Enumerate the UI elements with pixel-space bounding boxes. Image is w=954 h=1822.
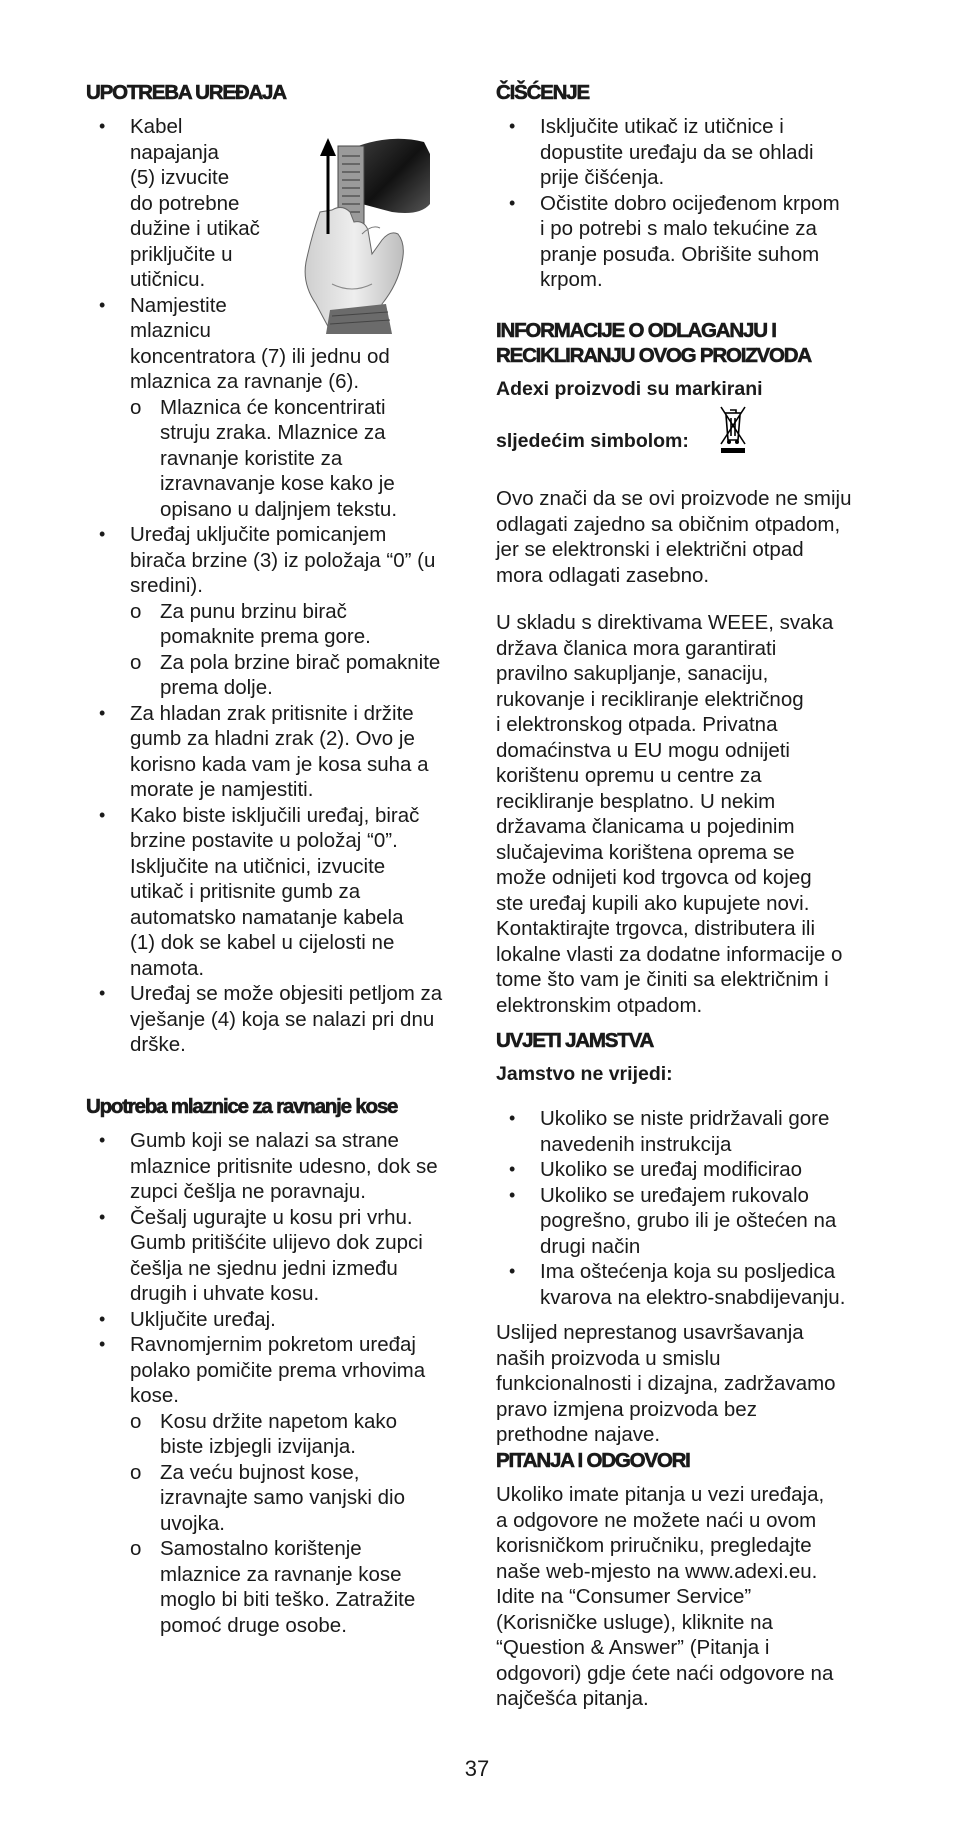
list-item-line: zupci češlja ne poravnaju.	[130, 1180, 366, 1203]
list-item-line: mlaznice za ravnanje kose	[160, 1562, 402, 1586]
list-item-line: navedenih instrukcija	[540, 1132, 732, 1156]
heading-straightener: Upotreba mlaznice za ravnanje kose	[86, 1095, 398, 1118]
list-item-line: Gumb pritišćite ulijevo dok zupci	[130, 1231, 423, 1254]
list-item-line: morate je namjestiti.	[130, 778, 314, 801]
list-item-line: Isključite na utičnici, izvucite	[130, 854, 386, 878]
list-item-line: struju zraka. Mlaznice za	[160, 421, 386, 444]
bullet-marker: •	[509, 192, 516, 213]
paragraph-line: jer se elektronski i električni otpad	[496, 538, 804, 561]
list-item-line: Samostalno korištenje	[160, 1537, 362, 1560]
list-item	[99, 803, 460, 982]
paragraph-line: domaćinstva u EU mogu odnijeti	[496, 738, 790, 762]
list-item	[99, 1307, 460, 1333]
list-item-line: utikač i pritisnite gumb za	[130, 880, 361, 903]
paragraph-line: odgovori) gdje ćete naći odgovore na	[496, 1661, 834, 1685]
list-item-line: Mlaznica će koncentrirati	[160, 395, 386, 419]
marked-text-line2: sljedećim simbolom:	[496, 430, 689, 452]
list-item-line: pogrešno, grubo ili je oštećen na	[540, 1209, 837, 1232]
list-item-line: Uključite uređaj.	[130, 1307, 276, 1331]
list-item	[509, 1157, 870, 1183]
list-item-line: Gumb koji se nalazi sa strane	[130, 1129, 399, 1152]
list-item-line: Ukoliko se uređaj modificirao	[540, 1158, 803, 1181]
list-item-line: Za punu brzinu birač	[160, 599, 347, 623]
list-item-line: napajanja	[130, 140, 219, 164]
list-item	[99, 1332, 460, 1409]
sub-bullet-marker: o	[130, 599, 142, 623]
list-item	[509, 1106, 870, 1157]
list-item-line: Kosu držite napetom kako	[160, 1409, 398, 1433]
list-item-line: Uređaj uključite pomicanjem	[130, 523, 387, 546]
list-item-line: pranje posuđa. Obrišite suhom	[540, 242, 820, 266]
bullet-marker: •	[99, 804, 106, 825]
bullet-marker: •	[99, 1308, 106, 1329]
heading-cleaning: ČIŠĆENJE	[496, 81, 589, 104]
paragraph-line: elektronskim otpadom.	[496, 993, 703, 1017]
list-item-line: i po potrebi s malo tekućine za	[540, 217, 817, 240]
paragraph-line: lokalne vlasti za dodatne informacije o	[496, 942, 843, 966]
list-item-line: češlja ne sjednu jedni između	[130, 1256, 398, 1280]
warranty-subheading: Jamstvo ne vrijedi:	[496, 1063, 673, 1085]
bullet-marker: •	[509, 1184, 516, 1205]
list-item-line: uvojka.	[160, 1511, 225, 1535]
hand-dryer-illustration	[302, 134, 430, 334]
list-item-line: Namjestite	[130, 293, 227, 317]
bullet-marker: •	[99, 1334, 106, 1354]
paragraph-line: prethodne najave.	[496, 1423, 661, 1446]
paragraph-text	[496, 486, 876, 588]
sub-list-item	[130, 650, 480, 701]
list-item	[99, 981, 460, 1058]
paragraph-line: Ukoliko imate pitanja u vezi uređaja,	[496, 1483, 825, 1506]
paragraph-line: može odnijeti kod trgovca od kojeg	[496, 866, 812, 889]
paragraph-line: odlagati zajedno sa običnim otpadom,	[496, 512, 841, 536]
list-item-line: Ukoliko se niste pridržavali gore	[540, 1107, 830, 1130]
list-item-line: Uređaj se može objesiti petljom za	[130, 982, 443, 1005]
list-item-line: utičnicu.	[130, 268, 206, 291]
list-item-line: krpom.	[540, 268, 603, 291]
list-item-line: mlaznica za ravnanje (6).	[130, 370, 360, 393]
list-item-line: Za pola brzine birač pomaknite	[160, 650, 441, 674]
paragraph-text	[496, 1482, 876, 1712]
paragraph-line: i elektronskog otpada. Privatna	[496, 713, 778, 736]
list-item-line: (5) izvucite	[130, 166, 230, 189]
paragraph-line: državama članicama u pojedinim	[496, 815, 795, 838]
paragraph-line: Ovo znači da se ovi proizvode ne smiju	[496, 487, 852, 510]
sub-list-item	[130, 1536, 480, 1638]
paragraph-line: naših proizvoda u smislu	[496, 1346, 721, 1370]
list-item-line: pomoć druge osobe.	[160, 1613, 347, 1637]
list-item	[509, 1183, 870, 1260]
paragraph-line: korištenu opremu u centre za	[496, 764, 762, 787]
bullet-marker: •	[99, 524, 106, 544]
paragraph-line: korisničkom priručniku, pregledajte	[496, 1534, 812, 1557]
sub-bullet-marker: o	[130, 1460, 142, 1484]
list-item-line: moglo bi biti teško. Zatražite	[160, 1588, 416, 1611]
paragraph-line: Kontaktirajte trgovca, distributera ili	[496, 917, 816, 940]
weee-bin-icon	[720, 404, 746, 456]
paragraph-line: tome što vam je činiti sa električnim i	[496, 968, 829, 991]
list-item-line: Kako biste isključili uređaj, birač	[130, 803, 420, 827]
paragraph-line: Uslijed neprestanog usavršavanja	[496, 1321, 804, 1344]
list-item-line: vješanje (4) koja se nalazi pri dnu	[130, 1007, 435, 1031]
bullet-marker: •	[509, 1261, 516, 1281]
paragraph-line: funkcionalnosti i dizajna, zadržavamo	[496, 1372, 836, 1395]
list-item-line: polako pomičite prema vrhovima	[130, 1358, 426, 1382]
sub-bullet-marker: o	[130, 395, 142, 419]
list-item-line: gumb za hladni zrak (2). Ovo je	[130, 727, 415, 750]
list-item-line: dopustite uređaju da se ohladi	[540, 140, 814, 164]
sub-bullet-marker: o	[130, 1409, 142, 1433]
heading-qa: PITANJA I ODGOVORI	[496, 1449, 690, 1472]
list-item-line: drške.	[130, 1033, 186, 1056]
list-item-line: namota.	[130, 956, 205, 980]
sub-list-item	[130, 395, 480, 523]
list-item-line: priključite u	[130, 242, 233, 266]
sub-bullet-marker: o	[130, 1537, 142, 1560]
list-item	[509, 1259, 870, 1310]
paragraph-line: slučajevima korištena oprema se	[496, 840, 795, 864]
list-item-line: pomaknite prema gore.	[160, 625, 371, 648]
paragraph-line: recikliranje besplatno. U nekim	[496, 789, 776, 813]
list-item-line: biste izbjegli izvijanja.	[160, 1435, 356, 1458]
paragraph-line: rukovanje i recikliranje električnog	[496, 687, 804, 711]
paragraph-line: Idite na “Consumer Service”	[496, 1585, 752, 1608]
list-item-line: izravnavanje kose kako je	[160, 472, 395, 495]
paragraph-line: U skladu s direktivama WEEE, svaka	[496, 611, 834, 634]
list-item-line: birača brzine (3) iz položaja “0” (u	[130, 548, 436, 572]
list-item	[99, 522, 460, 599]
list-item-line: korisno kada vam je kosa suha a	[130, 752, 429, 776]
list-item-line: Ima oštećenja koja su posljedica	[540, 1260, 836, 1283]
heading-disposal-line1: INFORMACIJE O ODLAGANJU I	[496, 319, 776, 342]
list-item-line: Ravnomjernim pokretom uređaj	[130, 1333, 416, 1356]
paragraph-line: država članica mora garantirati	[496, 636, 777, 660]
marked-text-line1: Adexi proizvodi su markirani	[496, 378, 763, 400]
bullet-marker: •	[99, 1206, 106, 1227]
bullet-marker: •	[509, 116, 516, 136]
list-item-line: koncentratora (7) ili jednu od	[130, 344, 390, 368]
paragraph-line: (Korisničke usluge), kliknite na	[496, 1610, 773, 1634]
bullet-marker: •	[99, 1130, 106, 1150]
sub-list-item	[130, 1409, 480, 1460]
paragraph-text	[496, 610, 876, 1018]
list-item-line: do potrebne	[130, 191, 240, 215]
list-item-line: (1) dok se kabel u cijelosti ne	[130, 931, 395, 954]
paragraph-text	[496, 1320, 876, 1448]
list-item-line: brzine postavite u položaj “0”.	[130, 829, 398, 852]
list-item	[509, 191, 870, 293]
list-item-line: Za veću bujnost kose,	[160, 1460, 360, 1484]
bullet-marker: •	[99, 983, 106, 1003]
bullet-marker: •	[99, 116, 106, 136]
heading-usage: UPOTREBA UREĐAJA	[86, 81, 286, 104]
list-item-line: Kabel	[130, 115, 183, 138]
list-item-line: sredini).	[130, 574, 203, 597]
bullet-marker: •	[99, 702, 106, 723]
list-item-line: drugi način	[540, 1234, 641, 1258]
list-item-line: opisano u daljnjem tekstu.	[160, 497, 398, 521]
paragraph-line: mora odlagati zasebno.	[496, 563, 710, 587]
sub-list-item	[130, 599, 480, 650]
sub-bullet-marker: o	[130, 650, 142, 674]
list-item	[509, 114, 870, 191]
heading-disposal-line2: RECIKLIRANJU OVOG PROIZVODA	[496, 344, 811, 367]
list-item-line: Ukoliko se uređajem rukovalo	[540, 1183, 809, 1207]
paragraph-line: pravo izmjena proizvoda bez	[496, 1397, 757, 1421]
paragraph-line: najčešća pitanja.	[496, 1687, 649, 1710]
list-item-line: automatsko namatanje kabela	[130, 905, 404, 929]
list-item	[99, 1128, 460, 1205]
paragraph-line: pravilno sakupljanje, sanaciju,	[496, 662, 769, 685]
list-item-line: prije čišćenja.	[540, 166, 665, 189]
list-item-line: ravnanje koristite za	[160, 446, 343, 470]
list-item-line: prema dolje.	[160, 676, 273, 699]
paragraph-line: “Question & Answer” (Pitanja i	[496, 1636, 770, 1659]
bullet-marker: •	[99, 294, 106, 315]
sub-list-item	[130, 1460, 480, 1537]
bullet-marker: •	[509, 1159, 516, 1179]
list-item-line: Za hladan zrak pritisnite i držite	[130, 701, 414, 725]
paragraph-line: naše web-mjesto na www.adexi.eu.	[496, 1559, 818, 1583]
list-item-line: drugih i uhvate kosu.	[130, 1282, 320, 1305]
list-item-line: Isključite utikač iz utičnice i	[540, 115, 784, 138]
list-item-line: mlaznicu	[130, 319, 211, 342]
list-item-line: kose.	[130, 1384, 179, 1407]
bullet-marker: •	[509, 1108, 516, 1128]
paragraph-line: a odgovore ne možete naći u ovom	[496, 1508, 817, 1532]
list-item-line: kvarova na elektro-snabdijevanju.	[540, 1285, 846, 1309]
page-number: 37	[464, 1756, 490, 1781]
list-item-line: mlaznice pritisnite udesno, dok se	[130, 1154, 438, 1178]
heading-warranty: UVJETI JAMSTVA	[496, 1029, 654, 1052]
paragraph-line: ste uređaj kupili ako kupujete novi.	[496, 891, 810, 915]
list-item-line: Očistite dobro ocijeđenom krpom	[540, 191, 840, 215]
list-item-line: Češalj ugurajte u kosu pri vrhu.	[130, 1205, 413, 1229]
list-item-line: dužine i utikač	[130, 217, 260, 240]
list-item	[99, 1205, 460, 1307]
list-item	[99, 701, 460, 803]
list-item-line: izravnajte samo vanjski dio	[160, 1486, 405, 1509]
